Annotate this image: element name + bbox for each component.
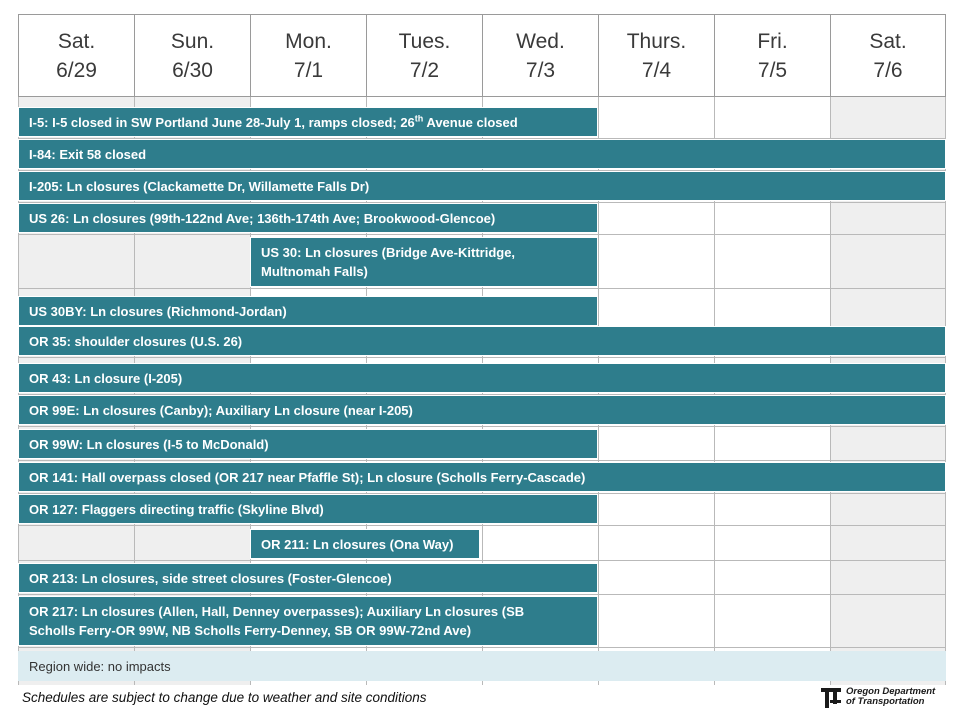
day-date: 7/5 [757,58,788,82]
closure-text [261,535,453,554]
row-divider [18,460,946,461]
day-name: Sat. [57,29,96,53]
day-name: Sun. [170,29,215,53]
closure-description: Ln closures (Richmond-Jordan) [90,303,287,319]
closure-text [29,435,269,454]
day-header [482,14,598,97]
closure-description: I-5 closed in SW Portland June 28-July 1, ramps closed; 26 [52,114,415,130]
day-name: Wed. [516,29,565,53]
closure-description-line2: Scholls Ferry-OR 99W, NB Scholls Ferry-Denney, SB OR 99W-72nd Ave) [29,623,472,638]
closure-description: Flaggers directing traffic (Skyline Blvd) [81,501,324,517]
day-date: 7/3 [525,58,556,82]
route-label: I-84: [29,146,56,162]
region-wide-bar [18,651,946,681]
day-header [598,14,714,97]
day-date: 7/2 [409,58,440,82]
day-header [366,14,482,97]
route-label: US 30BY: [29,303,87,319]
schedule-disclaimer: Schedules are subject to change due to weather and site conditions [22,690,427,705]
day-date: 7/6 [873,58,903,82]
row-divider [18,426,946,427]
day-header [714,14,830,97]
closure-bar [250,237,598,287]
closure-description: Hall overpass closed (OR 217 near Pfaffle St); Ln closure (Scholls Ferry-Cascade) [81,469,586,485]
closure-description: shoulder closures (U.S. 26) [74,333,243,349]
route-label: OR 213: [29,570,79,586]
closure-bar [18,462,946,492]
route-label: I-5: [29,114,49,130]
row-divider [18,647,946,648]
closure-description: Ln closures (Allen, Hall, Denney overpasses); Auxiliary Ln closures (SB [81,604,525,619]
odot-logo-text [846,687,935,707]
closure-text [29,113,518,132]
odot-logo-icon [820,686,842,710]
row-divider [18,525,946,526]
closure-bar [18,296,598,326]
route-label: OR 99W: [29,436,83,452]
day-header [830,14,946,97]
row-divider [18,234,946,235]
closure-bar [18,596,598,646]
closure-text [29,401,413,420]
day-name: Sat. [869,29,907,53]
route-label: OR 217: [29,604,79,619]
day-name: Thurs. [626,29,687,53]
closure-bar [18,429,598,459]
closure-bar [18,139,946,169]
closure-bar [18,395,946,425]
closure-bar [18,107,598,137]
closure-description: Ln closures (Ona Way) [313,536,454,552]
closure-text [261,243,515,281]
day-name: Tues. [398,29,451,53]
route-label: US 30: [261,245,302,260]
route-label: OR 141: [29,469,79,485]
closure-description-end: Avenue closed [423,114,518,130]
day-header [18,14,134,97]
closure-text [29,569,392,588]
closure-text [29,145,146,164]
closure-description: Ln closures, side street closures (Foster-Glencoe) [81,570,392,586]
closure-description-line2: Multnomah Falls) [261,264,368,279]
odot-logo-line1: Oregon Department [846,686,936,697]
closure-bar [18,203,598,233]
closure-description: Ln closures (Canby); Auxiliary Ln closure (near I-205) [83,402,413,418]
day-header [250,14,366,97]
row-divider [18,357,946,358]
closure-bar [18,363,946,393]
day-date: 7/4 [641,58,672,82]
closure-bar [250,529,480,559]
closure-description: Ln closures (99th-122nd Ave; 136th-174th Ave; Brookwood-Glencoe) [73,210,496,226]
closure-text [29,177,369,196]
odot-logo [820,686,945,716]
closure-description: Ln closure (I-205) [74,370,183,386]
row-divider [18,594,946,595]
day-date: 7/1 [293,58,324,82]
closure-bar [18,494,598,524]
route-label: US 26: [29,210,70,226]
ordinal-suffix: th [414,113,424,124]
closure-bar [18,563,598,593]
closure-text [29,369,182,388]
day-name: Fri. [757,29,788,53]
route-label: OR 43: [29,370,71,386]
route-label: I-205: [29,178,63,194]
route-label: OR 211: [261,536,310,552]
day-date: 6/30 [172,58,213,82]
closure-text [29,500,324,519]
region-wide-text: Region wide: no impacts [29,658,171,674]
closure-text [29,209,495,228]
day-date: 6/29 [56,58,97,82]
closure-bar [18,171,946,201]
closure-text [29,602,524,640]
closure-text [29,468,585,487]
closure-text [29,302,287,321]
route-label: OR 99E: [29,402,80,418]
closure-text [29,332,242,351]
row-divider [18,560,946,561]
closure-description: Ln closures (I-5 to McDonald) [86,436,269,452]
closure-description: Exit 58 closed [59,146,147,162]
day-name: Mon. [285,29,332,53]
route-label: OR 35: [29,333,71,349]
closure-description: Ln closures (Clackamette Dr, Willamette Falls Dr) [66,178,370,194]
closure-description: Ln closures (Bridge Ave-Kittridge, [305,245,516,260]
odot-logo-line2: of Transportation [846,696,925,707]
row-divider [18,288,946,289]
closure-bar [18,326,946,356]
day-header [134,14,250,97]
route-label: OR 127: [29,501,79,517]
